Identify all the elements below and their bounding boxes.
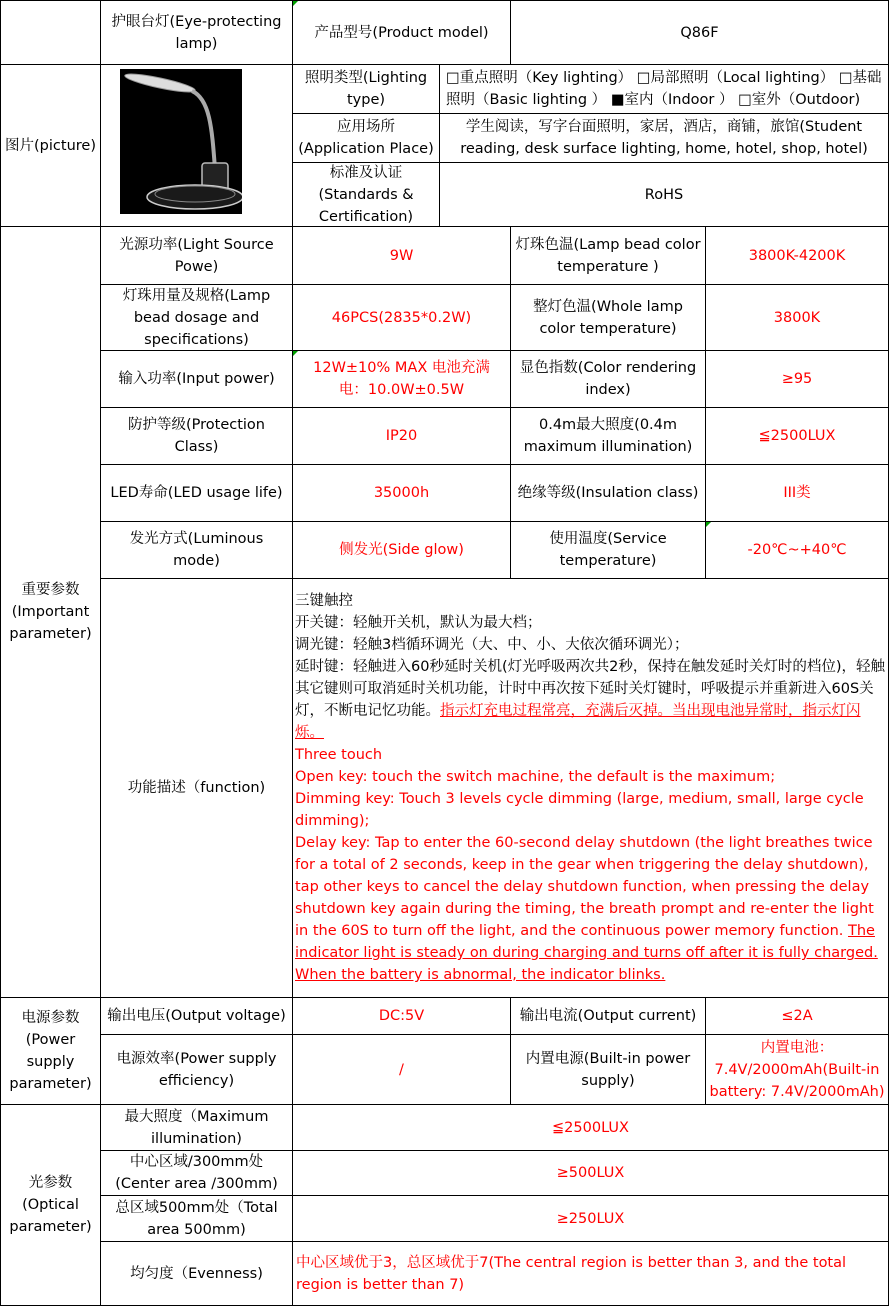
param-value: 侧发光(Side glow) <box>339 542 464 558</box>
param-label: 总区域500mm处（Total area 500mm) <box>115 1199 278 1238</box>
function-text: Three touch <box>295 747 383 763</box>
function-text: 调光键：轻触3档循环调光（大、中、小、大依次循环调光）； <box>295 637 689 653</box>
param-label: LED寿命(LED usage life) <box>110 485 283 501</box>
param-value: 35000h <box>373 485 430 501</box>
param-value: 内置电池：7.4V/2000mAh(Built-in battery: 7.4V/2000mAh) <box>709 1039 885 1100</box>
important-label: 重要参数(Important parameter) <box>9 582 92 642</box>
function-description <box>295 590 885 986</box>
param-label: 输出电流(Output current) <box>519 1008 697 1024</box>
param-label: 输出电压(Output voltage) <box>107 1008 286 1024</box>
param-label: 整灯色温(Whole lamp color temperature) <box>533 298 683 337</box>
param-value: 9W <box>389 247 414 264</box>
lighting-type-value: □重点照明（Key lighting） □局部照明（Local lighting） □基础照明（Basic lighting ） ■室内（Indoor ） □室外（Outdoor) <box>446 70 882 108</box>
param-value: ≥95 <box>781 371 813 387</box>
param-value: IP20 <box>385 428 418 444</box>
param-value: -20℃~+40℃ <box>747 542 847 558</box>
param-label: 光源功率(Light Source Powe) <box>119 236 274 275</box>
param-label: 灯珠用量及规格(Lamp bead dosage and specifications) <box>122 287 271 348</box>
optical-label: 光参数(Optical parameter) <box>9 1175 92 1235</box>
param-value: III类 <box>783 485 811 501</box>
product-name: 护眼台灯(Eye-protecting lamp) <box>111 13 282 52</box>
param-label: 发光方式(Luminous mode) <box>129 531 264 569</box>
param-label: 使用温度(Service temperature) <box>549 531 667 569</box>
function-text: 延时键：轻触进入60秒延时关机(灯光呼吸两次共2秒，保持在触发延时关灯时的档位)，轻触其它键则可取消延时关机功能，计时中再次按下延时关灯键时，呼吸提示并重新进入60S关灯，不断电记忆功能。指示灯充电过程常亮，充满后灭掉。当出现电池异常时，指示灯闪烁。 <box>295 659 885 741</box>
function-text: Open key: touch the switch machine, the default is the maximum; <box>295 769 776 785</box>
param-value: ≥250LUX <box>556 1210 625 1227</box>
param-value: ≤2A <box>781 1008 813 1024</box>
lighting-type-label: 照明类型(Lighting type) <box>304 70 428 108</box>
function-label: 功能描述（function) <box>127 780 266 796</box>
param-label: 绝缘等级(Insulation class) <box>517 485 699 501</box>
param-label: 最大照度（Maximum illumination) <box>124 1108 269 1147</box>
param-value: / <box>399 1061 404 1078</box>
param-value: 12W±10% MAX 电池充满电：10.0W±0.5W <box>313 360 490 398</box>
param-value: 中心区域优于3，总区域优于7(The central region is better than 3, and the total region is better than 7) <box>296 1254 847 1293</box>
param-label: 显色指数(Color rendering index) <box>519 360 697 398</box>
model-value: Q86F <box>680 24 719 41</box>
param-label: 内置电源(Built-in power supply) <box>525 1050 691 1089</box>
param-value: 3800K-4200K <box>748 247 846 264</box>
function-text: 三键触控 <box>295 593 353 609</box>
function-text: Delay key: Tap to enter the 60-second delay shutdown (the light breathes twice for a total of 2 seconds, keep in the gear when triggering the delay shutdown), tap other keys to cancel the delay shutdown function, when pressing the delay shutdown key again during the timing, the breath prompt and re-enter the light in the 60S to turn off the light, and the continuous power memory function. The indicator light is steady on during charging and turns off after it is fully charged. When the battery is abnormal, the indicator blinks. <box>295 835 878 983</box>
param-label: 中心区域/300mm处(Center area /300mm) <box>115 1154 278 1192</box>
param-label: 灯珠色温(Lamp bead color temperature ) <box>515 236 701 275</box>
model-label: 产品型号(Product model) <box>314 24 489 41</box>
function-text: 开关键：轻触开关机，默认为最大档； <box>295 615 542 631</box>
function-text: Dimming key: Touch 3 levels cycle dimming (large, medium, small, large cycle dimming); <box>295 791 864 829</box>
application-label: 应用场所(Application Place) <box>298 119 434 157</box>
border <box>0 1305 889 1306</box>
param-label: 电源效率(Power supply efficiency) <box>116 1050 277 1089</box>
standards-label: 标准及认证(Standards & Certification) <box>318 164 414 225</box>
param-value: 3800K <box>773 309 821 326</box>
param-value: ≦2500LUX <box>552 1119 629 1136</box>
standards-value: RoHS <box>644 186 684 203</box>
param-label: 输入功率(Input power) <box>118 371 275 387</box>
param-value: DC:5V <box>378 1008 425 1024</box>
param-label: 0.4m最大照度(0.4m maximum illumination) <box>523 417 693 455</box>
param-label: 均匀度（Evenness) <box>130 1265 263 1282</box>
param-value: 46PCS(2835*0.2W) <box>331 309 472 326</box>
param-value: ≦2500LUX <box>758 428 836 444</box>
picture-label: 图片(picture) <box>5 137 96 154</box>
lamp-image <box>120 69 242 214</box>
power-label: 电源参数(Power supply parameter) <box>9 1010 92 1092</box>
param-value: ≥500LUX <box>556 1165 625 1181</box>
param-label: 防护等级(Protection Class) <box>127 417 265 455</box>
application-value: 学生阅读，写字台面照明，家居，酒店，商铺，旅馆(Student reading, desk surface lighting, home, hotel, shop, hotel) <box>460 119 868 157</box>
